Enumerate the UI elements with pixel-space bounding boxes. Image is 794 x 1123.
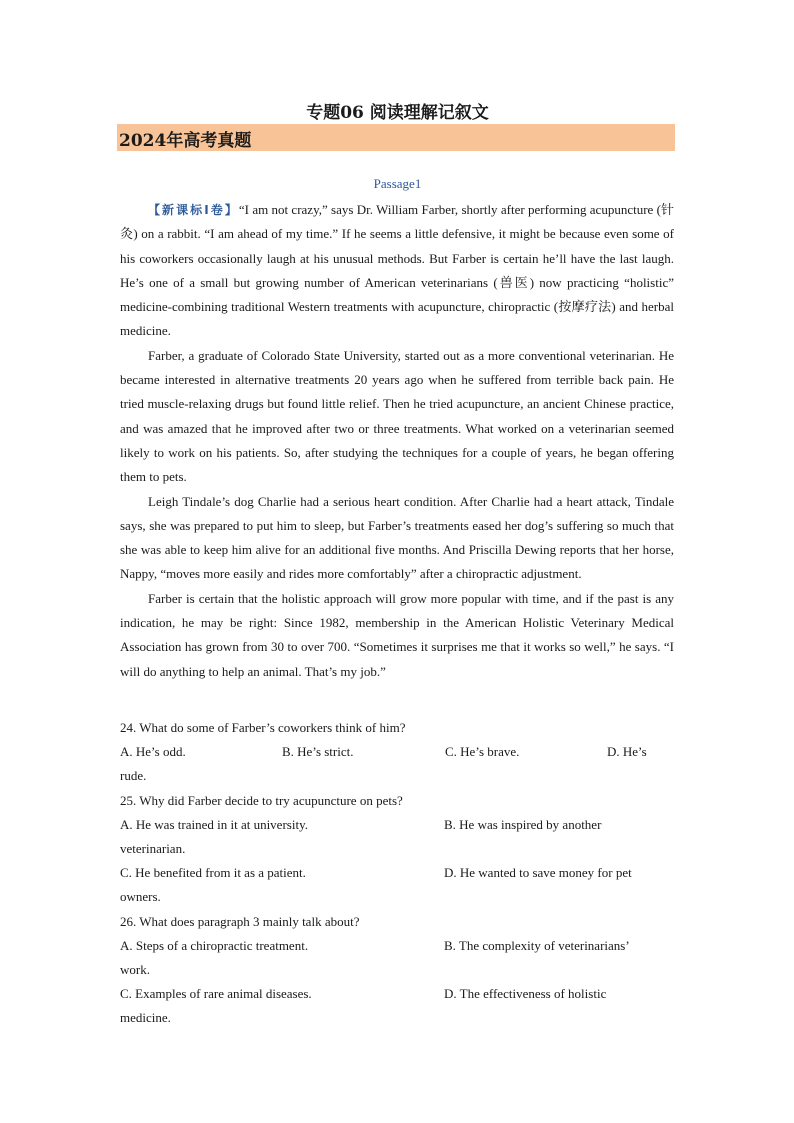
section-heading-band [117,124,675,151]
option-24-c: C. He’s brave. [445,744,520,760]
question-24-stem: 24. What do some of Farber’s coworkers think of him? [120,720,406,735]
paragraph-3: Leigh Tindale’s dog Charlie had a serious heart condition. After Charlie had a heart attack, Tindale says, she was prepared to put him to sleep, but Farber’s treatments eased her dog’s suffering so much that she was able to keep him alive for an additional five months. And Priscilla Dewing reports that her horse, Nappy, “moves more easily and rides more comfortably” after a chiropractic adjustment. [120,493,674,582]
question-24-options [120,740,680,764]
option-25-c: C. He benefited from it as a patient. [120,865,306,881]
paragraph-4: Farber is certain that the holistic approach will grow more popular with time, and if the past is any indication, he may be right: Since 1982, membership in the American Holistic Veterinary Medical Association has grown from 30 to over 700. “Sometimes it surprises me that it works so well,” he says. “I will do anything to help an animal. That’s my job.” [120,590,674,679]
option-24-d: D. He’s [607,744,647,760]
option-26-d-wrap: medicine. [120,1010,171,1026]
question-26-stem: 26. What does paragraph 3 mainly talk about? [120,913,360,929]
option-24-a: A. He’s odd. [120,744,186,760]
passage-body [120,198,674,684]
questions-block [120,716,680,1031]
paragraph-1 [120,198,674,344]
option-25-d-wrap: owners. [120,889,161,905]
page-title: 专题06 阅读理解记叙文 [306,103,489,123]
option-26-b: B. The complexity of veterinarians’ [444,937,630,953]
section-heading: 2024年高考真题 [119,131,252,151]
option-25-b-wrap: veterinarian. [120,841,186,857]
paragraph-2: Farber, a graduate of Colorado State University, started out as a more conventional veterinarian. He became interested in alternative treatments 20 years ago when he suffered from terrible back pain. He tried muscle-relaxing drugs but found little relief. Then he tried acupuncture, an ancient Chinese practice, and was amazed that he improved after two or three treatments. What worked on a veterinarian seemed likely to work on his patients. So, after studying the techniques for a couple of years, he began offering them to pets. [120,347,674,485]
option-24-d-wrap: rude. [120,768,147,784]
option-26-b-wrap: work. [120,962,150,978]
passage-label: Passage1 [373,176,422,191]
option-26-a: A. Steps of a chiropractic treatment. [120,937,309,953]
question-26-options-row2 [120,982,680,1006]
question-26-options-row1 [120,934,680,958]
option-26-c: C. Examples of rare animal diseases. [120,986,312,1002]
paragraph-1-text: “I am not crazy,” says Dr. William Farber, shortly after performing acupuncture (针灸) on a rabbit. “I am ahead of my time.” If he seems a little defensive, it might be because even some of his coworkers occasionally laugh at his unusual methods. But Farber is certain he’ll have the last laugh. He’s one of a small but growing number of American veterinarians (兽医) now practicing “holistic” medicine-combining traditional Western treatments with acupuncture, chiropractic (按摩疗法) and herbal medicine. [120,202,674,339]
question-25-options-row1 [120,813,680,837]
option-24-b: B. He’s strict. [282,744,354,760]
question-25-options-row2 [120,861,680,885]
option-25-b: B. He was inspired by another [444,816,602,832]
question-25-stem: 25. Why did Farber decide to try acupuncture on pets? [120,792,403,808]
option-26-d: D. The effectiveness of holistic [444,986,607,1002]
option-25-d: D. He wanted to save money for pet [444,865,632,881]
option-25-a: A. He was trained in it at university. [120,816,308,832]
source-tag: 【新课标Ⅰ卷】 [148,203,239,217]
